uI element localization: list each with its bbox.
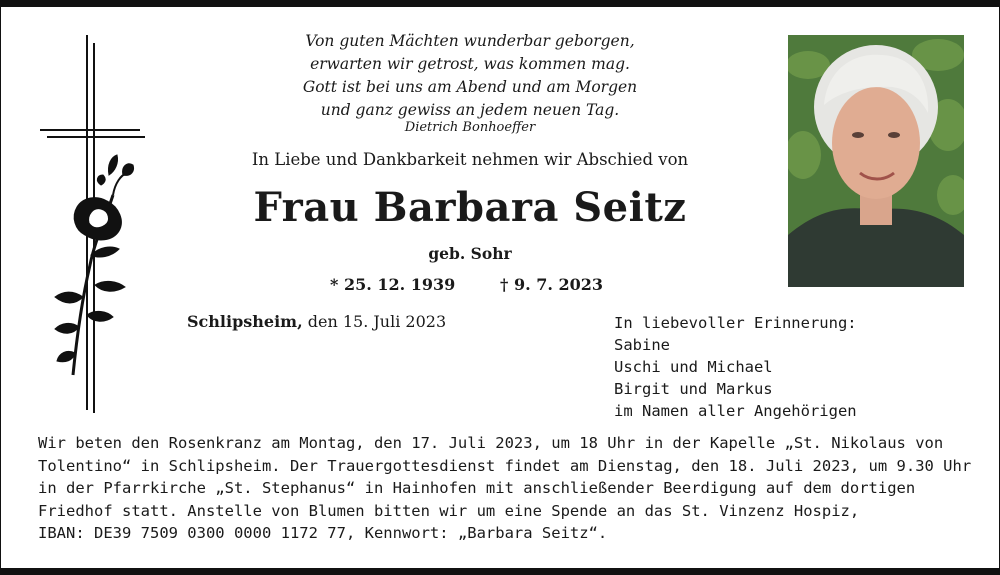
maiden-name: geb. Sohr [428, 244, 512, 263]
notice-line: Friedhof statt. Anstelle von Blumen bitten wir um eine Spende an das St. Vinzenz Hospiz, [38, 501, 860, 520]
mourners-block [614, 312, 944, 422]
poem-line: und ganz gewiss an jedem neuen Tag. [320, 101, 620, 119]
place-name: Schlipsheim, [187, 312, 303, 331]
notice-line: Tolentino“ in Schlipsheim. Der Trauergottesdienst findet am Dienstag, den 18. Juli 2023, um 9.30 Uhr [38, 456, 972, 475]
poem-line: Gott ist bei uns am Abend und am Morgen [302, 78, 638, 96]
notice-line: Wir beten den Rosenkranz am Montag, den 17. Juli 2023, um 18 Uhr in der Kapelle „St. Nikolaus von [38, 434, 944, 452]
poem-line: erwarten wir getrost, was kommen mag. [310, 55, 630, 73]
place-and-date [187, 312, 446, 331]
date-text: den 15. Juli 2023 [302, 312, 447, 331]
birth-date: * 25. 12. 1939 [330, 275, 456, 294]
portrait-photo [788, 35, 964, 287]
deceased-name: Frau Barbara Seitz [253, 184, 687, 231]
notice-line: in der Pfarrkirche „St. Stephanus“ in Hainhofen mit anschließender Beerdigung auf dem dortigen [38, 479, 916, 497]
mourner-name: Uschi und Michael [614, 358, 773, 376]
poem-author: Dietrich Bonhoeffer [404, 120, 536, 135]
service-notice [38, 432, 972, 545]
death-date: † 9. 7. 2023 [500, 275, 604, 294]
farewell-intro: In Liebe und Dankbarkeit nehmen wir Abschied von [251, 150, 689, 169]
notice-line: IBAN: DE39 7509 0300 0000 1172 77, Kennwort: „Barbara Seitz“. [38, 524, 608, 542]
mourner-name: Sabine [614, 336, 670, 354]
mourners-heading: In liebevoller Erinnerung: [614, 314, 857, 332]
cross-icon [35, 35, 155, 415]
poem [240, 30, 700, 122]
mourner-name: Birgit und Markus [614, 380, 773, 398]
mourner-name: im Namen aller Angehörigen [614, 402, 857, 420]
poem-line: Von guten Mächten wunderbar geborgen, [305, 32, 635, 50]
